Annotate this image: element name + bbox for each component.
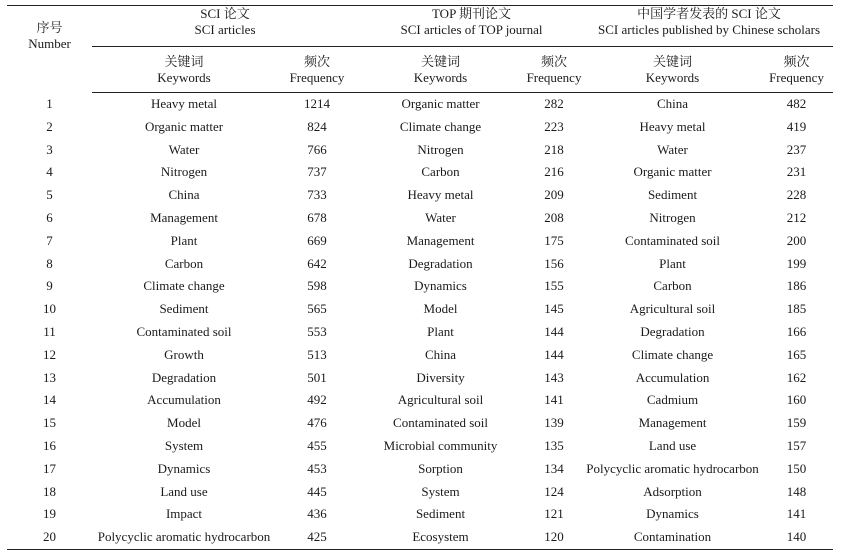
sci-keyword: Land use — [160, 483, 208, 499]
cn-frequency: 237 — [786, 141, 807, 157]
sci-frequency: 598 — [307, 278, 327, 294]
group-header-en: SCI articles — [194, 22, 256, 37]
sci-keyword: Contaminated soil — [136, 323, 232, 339]
sci-keyword: Growth — [164, 346, 204, 362]
top-keyword: Diversity — [416, 369, 465, 385]
cn-frequency: 159 — [786, 415, 807, 431]
frequency-header-cn: 频次 — [783, 53, 810, 69]
cn-keyword: Sediment — [647, 187, 698, 203]
sci-keyword: Degradation — [151, 369, 217, 385]
top-frequency: 139 — [544, 415, 564, 431]
table-row — [7, 184, 833, 207]
group-header-top-journal — [358, 6, 585, 47]
sci-keyword: Heavy metal — [150, 96, 218, 111]
row-number: 17 — [43, 460, 56, 476]
sci-keyword: Plant — [170, 232, 198, 248]
top-keyword: Sediment — [415, 506, 466, 522]
table-row — [7, 298, 833, 321]
table-row — [7, 139, 833, 162]
sci-frequency: 553 — [307, 323, 327, 339]
sci-frequency: 436 — [307, 506, 327, 522]
cn-frequency: 231 — [786, 164, 807, 180]
row-number: 6 — [46, 209, 53, 225]
sci-frequency: 453 — [307, 460, 327, 476]
sci-frequency: 737 — [307, 164, 327, 180]
cn-keyword: Plant — [659, 255, 686, 271]
row-number: 19 — [43, 506, 56, 522]
sci-keyword: Organic matter — [144, 118, 224, 134]
row-number: 2 — [46, 118, 53, 134]
row-number: 18 — [43, 483, 56, 499]
top-keyword: Model — [423, 301, 458, 317]
sci-keyword: Sediment — [159, 301, 209, 317]
cn-frequency: 162 — [786, 369, 807, 385]
keyword-frequency-table — [7, 5, 833, 550]
row-number: 3 — [46, 141, 53, 157]
table-row — [7, 503, 833, 526]
cn-keyword: Organic matter — [633, 164, 712, 180]
frequency-header-en: Frequency — [769, 69, 824, 85]
top-frequency: 218 — [544, 141, 564, 157]
table-row — [7, 253, 833, 276]
row-number: 15 — [43, 415, 56, 431]
cn-frequency: 148 — [786, 483, 807, 499]
cn-frequency: 212 — [786, 209, 807, 225]
top-frequency: 155 — [544, 278, 564, 294]
table-body — [7, 93, 833, 550]
top-frequency: 216 — [544, 164, 564, 180]
top-keyword: Nitrogen — [417, 141, 464, 157]
cn-keyword: Cadmium — [646, 392, 699, 408]
top-keyword: Heavy metal — [407, 187, 474, 203]
frequency-header — [760, 47, 833, 93]
top-keyword: Plant — [427, 323, 454, 339]
sci-frequency: 642 — [307, 255, 327, 271]
table-row — [7, 321, 833, 344]
sci-frequency: 425 — [276, 526, 358, 549]
row-number: 12 — [43, 346, 56, 362]
top-keyword: Microbial community — [383, 437, 498, 453]
top-frequency: 209 — [544, 187, 564, 203]
top-keyword: Dynamics — [414, 278, 467, 294]
top-frequency: 121 — [544, 506, 564, 522]
top-frequency: 134 — [544, 460, 564, 476]
sci-frequency: 669 — [307, 232, 327, 248]
table-row — [7, 344, 833, 367]
cn-keyword: Contamination — [585, 526, 760, 549]
table-row — [7, 161, 833, 184]
top-frequency: 145 — [544, 301, 564, 317]
keywords-header-en: Keywords — [157, 69, 211, 85]
sci-keyword: Accumulation — [147, 392, 221, 408]
table-row — [7, 412, 833, 435]
sci-keyword: Management — [150, 209, 218, 225]
frequency-header-cn: 频次 — [541, 53, 568, 69]
cn-keyword: Dynamics — [646, 506, 699, 522]
cn-keyword: Nitrogen — [649, 209, 696, 225]
row-number: 10 — [43, 301, 56, 317]
cn-keyword: Degradation — [640, 323, 705, 339]
cn-keyword: Water — [657, 141, 688, 157]
top-frequency: 143 — [544, 369, 564, 385]
frequency-header — [276, 47, 358, 93]
cn-keyword: Accumulation — [635, 369, 710, 385]
sci-keyword: Carbon — [164, 255, 204, 271]
row-number: 7 — [46, 232, 53, 248]
top-keyword: Ecosystem — [358, 526, 523, 549]
row-number: 20 — [7, 526, 92, 549]
sci-keyword: System — [164, 437, 204, 453]
row-number: 8 — [46, 255, 53, 271]
top-keyword: Agricultural soil — [397, 392, 484, 408]
frequency-header-en: Frequency — [289, 69, 345, 85]
top-frequency: 120 — [523, 526, 585, 549]
table-row — [7, 526, 833, 549]
cn-frequency: 141 — [786, 506, 807, 522]
top-keyword: Contaminated soil — [393, 415, 488, 431]
number-header-cn: 序号 — [36, 20, 63, 35]
sci-frequency: 1214 — [304, 96, 330, 111]
row-number: 13 — [43, 369, 56, 385]
frequency-header — [523, 47, 585, 93]
keywords-header-en: Keywords — [645, 69, 700, 85]
keywords-header — [358, 47, 523, 93]
table-row — [7, 93, 833, 116]
group-header-chinese-scholars — [585, 6, 833, 47]
sci-frequency: 824 — [307, 118, 327, 134]
sci-keyword: Water — [168, 141, 200, 157]
keywords-header — [92, 47, 276, 93]
sci-keyword: Impact — [165, 506, 203, 522]
table-row — [7, 116, 833, 139]
top-keyword: System — [421, 483, 460, 499]
table-row — [7, 389, 833, 412]
keywords-header-cn: 关键词 — [164, 53, 204, 69]
keywords-header — [585, 47, 760, 93]
top-frequency: 156 — [544, 255, 564, 271]
row-number: 9 — [46, 278, 53, 294]
cn-frequency: 160 — [786, 392, 807, 408]
frequency-header-cn: 频次 — [304, 53, 331, 69]
table-row — [7, 435, 833, 458]
group-header-en: SCI articles published by Chinese scholars — [597, 22, 821, 37]
keywords-header-cn: 关键词 — [653, 53, 693, 69]
cn-keyword: China — [656, 96, 689, 111]
sci-frequency: 766 — [307, 141, 327, 157]
row-number: 11 — [43, 323, 56, 339]
sci-frequency: 476 — [307, 415, 327, 431]
top-keyword: Water — [425, 209, 456, 225]
sci-keyword: Nitrogen — [160, 164, 208, 180]
sci-frequency: 733 — [307, 187, 327, 203]
top-keyword: Sorption — [418, 460, 463, 476]
top-frequency: 135 — [544, 437, 564, 453]
top-frequency: 282 — [544, 96, 564, 111]
cn-frequency: 157 — [786, 437, 807, 453]
top-keyword: China — [424, 346, 457, 362]
cn-frequency: 166 — [786, 323, 807, 339]
top-keyword: Climate change — [399, 118, 482, 134]
keywords-header-en: Keywords — [413, 69, 468, 85]
cn-frequency: 165 — [786, 346, 807, 362]
sci-frequency: 455 — [307, 437, 327, 453]
cn-frequency: 199 — [786, 255, 807, 271]
top-frequency: 124 — [544, 483, 564, 499]
sci-frequency: 565 — [307, 301, 327, 317]
cn-keyword: Management — [638, 415, 707, 431]
cn-keyword: Polycyclic aromatic hydrocarbon — [586, 460, 759, 476]
sci-keyword: Polycyclic aromatic hydrocarbon — [92, 526, 276, 549]
row-number: 1 — [46, 95, 53, 111]
cn-frequency: 150 — [786, 460, 807, 476]
group-header-cn: TOP 期刊论文 — [431, 6, 512, 21]
sci-keyword: China — [168, 187, 200, 203]
keywords-header-cn: 关键词 — [421, 53, 461, 69]
top-keyword: Organic matter — [401, 96, 480, 111]
top-keyword: Management — [406, 232, 475, 248]
cn-frequency: 419 — [786, 118, 807, 134]
table-row — [7, 275, 833, 298]
cn-frequency: 185 — [786, 301, 807, 317]
number-header — [7, 6, 92, 93]
sci-frequency: 513 — [307, 346, 327, 362]
cn-frequency: 200 — [786, 232, 807, 248]
cn-keyword: Carbon — [653, 278, 692, 294]
top-frequency: 141 — [544, 392, 564, 408]
cn-keyword: Adsorption — [643, 483, 702, 499]
group-header-cn: 中国学者发表的 SCI 论文 — [637, 6, 781, 21]
top-keyword: Carbon — [421, 164, 460, 180]
group-header-cn: SCI 论文 — [200, 6, 250, 21]
sci-frequency: 501 — [307, 369, 327, 385]
table-row — [7, 481, 833, 504]
top-frequency: 223 — [544, 118, 564, 134]
cn-frequency: 228 — [786, 187, 807, 203]
number-header-en: Number — [28, 36, 71, 51]
top-frequency: 175 — [544, 232, 564, 248]
cn-keyword: Contaminated soil — [625, 232, 720, 248]
sci-frequency: 678 — [307, 209, 327, 225]
table-row — [7, 207, 833, 230]
sci-keyword: Dynamics — [157, 460, 211, 476]
frequency-header-en: Frequency — [526, 69, 582, 85]
cn-frequency: 140 — [760, 526, 833, 549]
row-number: 4 — [46, 164, 53, 180]
sci-keyword: Climate change — [143, 278, 225, 294]
cn-frequency: 482 — [786, 96, 807, 111]
table-row — [7, 230, 833, 253]
top-keyword: Degradation — [408, 255, 473, 271]
group-header-sci — [92, 6, 358, 47]
sci-frequency: 492 — [307, 392, 327, 408]
cn-keyword: Land use — [648, 437, 697, 453]
top-frequency: 144 — [544, 346, 564, 362]
cn-keyword: Agricultural soil — [629, 301, 716, 317]
top-frequency: 208 — [544, 209, 564, 225]
row-number: 5 — [46, 187, 53, 203]
group-header-en: SCI articles of TOP journal — [400, 22, 543, 37]
table-row — [7, 367, 833, 390]
cn-frequency: 186 — [786, 278, 807, 294]
cn-keyword: Climate change — [631, 346, 714, 362]
sci-frequency: 445 — [307, 483, 327, 499]
table-row — [7, 458, 833, 481]
cn-keyword: Heavy metal — [639, 118, 706, 134]
top-frequency: 144 — [544, 323, 564, 339]
row-number: 14 — [43, 392, 56, 408]
sci-keyword: Model — [167, 415, 201, 431]
row-number: 16 — [43, 437, 56, 453]
